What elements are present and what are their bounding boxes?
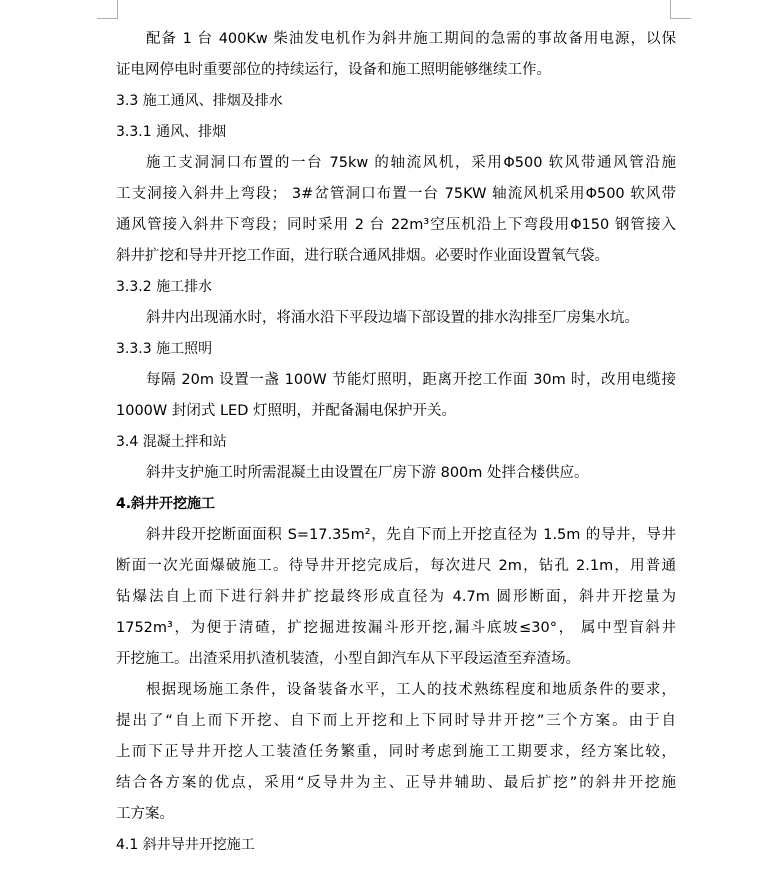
- paragraph-lighting: [116, 365, 676, 427]
- paragraph-excavation-plan: [116, 675, 676, 830]
- text-line: 上而下正导井开挖人工装渣任务繁重，同时考虑到施工工期要求，经方案比较，: [116, 744, 676, 760]
- text-line: 结合各方案的优点，采用“反导井为主、正导井辅助、最后扩挖”的斜井开挖施: [116, 775, 676, 791]
- section-heading-3-3: 3.3 施工通风、排烟及排水: [116, 93, 283, 109]
- text-line: 斜井支护施工时所需混凝土由设置在厂房下游 800m 处拌合楼供应。: [146, 465, 589, 481]
- text-line: 开挖施工。出渣采用扒渣机装渣，小型自卸汽车从下平段运渣至弃渣场。: [116, 651, 580, 667]
- paragraph-excavation: [116, 520, 676, 675]
- text-line: 斜井内出现涌水时，将涌水沿下平段边墙下部设置的排水沟排至厂房集水坑。: [146, 310, 639, 326]
- text-line: 斜井扩挖和导井开挖工作面，进行联合通风排烟。必要时作业面设置氧气袋。: [116, 248, 609, 264]
- section-heading-3-3-2: 3.3.2 施工排水: [116, 279, 213, 295]
- paragraph-concrete-supply: [116, 458, 676, 489]
- text-line: 钻爆法自上而下进行斜井扩挖最终形成直径为 4.7m 圆形断面，斜井开挖量为: [116, 589, 676, 605]
- text-line: 斜井段开挖断面面积 S=17.35m²，先自下而上开挖直径为 1.5m 的导井，导井: [146, 527, 676, 543]
- text-line: 提出了“自上而下开挖、自下而上开挖和上下同时导井开挖”三个方案。由于自: [116, 713, 676, 729]
- text-line: 工方案。: [116, 806, 174, 822]
- paragraph-backup-power: [116, 24, 676, 86]
- text-line: 工支洞接入斜井上弯段； 3#岔管洞口布置一台 75KW 轴流风机采用Φ500 软风带: [116, 186, 676, 202]
- paragraph-drainage: [116, 303, 676, 334]
- section-heading-4-1: 4.1 斜井导井开挖施工: [116, 837, 255, 853]
- margin-corner-mark-right: [670, 0, 691, 19]
- text-line: 通风管接入斜井下弯段；同时采用 2 台 22m³空压机沿上下弯段用Φ150 钢管接入: [116, 217, 676, 233]
- margin-corner-mark-left: [97, 0, 118, 19]
- section-heading-4: 4.斜井开挖施工: [116, 496, 216, 512]
- text-line: 配备 1 台 400Kw 柴油发电机作为斜井施工期间的急需的事故备用电源，以保: [146, 31, 676, 47]
- paragraph-ventilation: [116, 148, 676, 272]
- text-line: 证电网停电时重要部位的持续运行，设备和施工照明能够继续工作。: [116, 62, 551, 78]
- text-line: 每隔 20m 设置一盏 100W 节能灯照明，距离开挖工作面 30m 时，改用电缆接: [146, 372, 676, 388]
- text-line: 1000W 封闭式 LED 灯照明，并配备漏电保护开关。: [116, 403, 456, 419]
- section-heading-3-4: 3.4 混凝土拌和站: [116, 434, 227, 450]
- section-heading-3-3-3: 3.3.3 施工照明: [116, 341, 213, 357]
- section-heading-3-3-1: 3.3.1 通风、排烟: [116, 124, 227, 140]
- text-line: 断面一次光面爆破施工。待导井开挖完成后，每次进尺 2m，钻孔 2.1m，用普通: [116, 558, 676, 574]
- text-line: 根据现场施工条件，设备装备水平，工人的技术熟练程度和地质条件的要求，: [146, 682, 676, 698]
- text-line: 施工支洞洞口布置的一台 75kw 的轴流风机，采用Φ500 软风带通风管沿施: [146, 155, 676, 171]
- text-line: 1752m³，为便于清碴，扩挖掘进按漏斗形开挖,漏斗底坡≤30°， 属中型盲斜井: [116, 620, 676, 636]
- document-body: [116, 24, 676, 861]
